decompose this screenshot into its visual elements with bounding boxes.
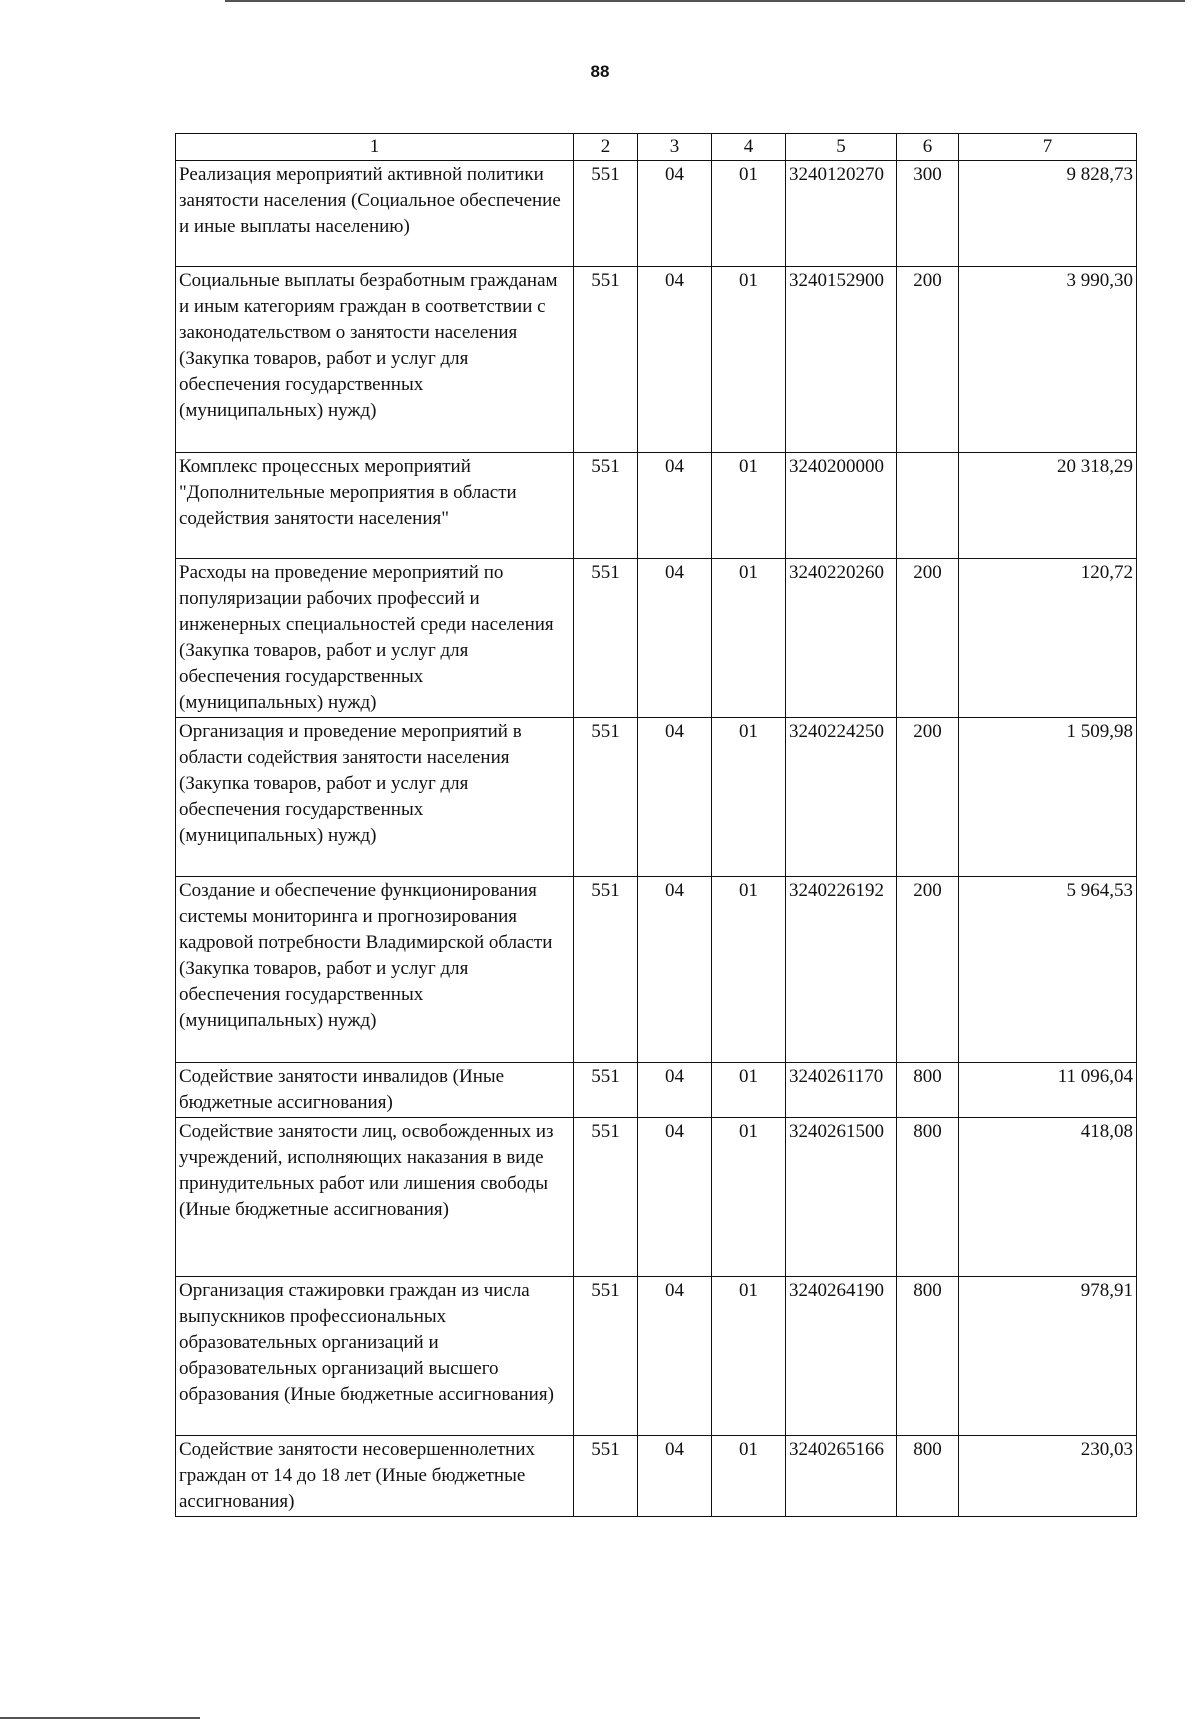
table-row [176, 453, 1137, 559]
cell-col-2: 551 [574, 1277, 638, 1436]
cell-col-3: 04 [638, 1436, 712, 1517]
cell-col-6: 200 [897, 267, 959, 453]
cell-col-4: 01 [712, 559, 786, 718]
cell-col-5: 3240265166 [786, 1436, 897, 1517]
cell-col-5: 3240152900 [786, 267, 897, 453]
cell-col-6: 800 [897, 1063, 959, 1118]
cell-col-7: 418,08 [959, 1118, 1137, 1277]
table-row [176, 718, 1137, 877]
cell-col-3: 04 [638, 1063, 712, 1118]
cell-col-6: 200 [897, 877, 959, 1063]
cell-col-4: 01 [712, 877, 786, 1063]
row-description: Создание и обеспечение функционирования системы мониторинга и прогнозирования кадровой потребности Владимирской области (Закупка товаров, работ и услуг для обеспечения государственных (муниципальных) нужд) [176, 877, 574, 1063]
row-description: Содействие занятости несовершеннолетних граждан от 14 до 18 лет (Иные бюджетные ассигнования) [176, 1436, 574, 1517]
cell-col-3: 04 [638, 718, 712, 877]
row-description: Содействие занятости инвалидов (Иные бюджетные ассигнования) [176, 1063, 574, 1118]
table-row [176, 1118, 1137, 1277]
cell-col-7: 230,03 [959, 1436, 1137, 1517]
cell-col-3: 04 [638, 267, 712, 453]
row-description: Социальные выплаты безработным гражданам и иным категориям граждан в соответствии с законодательством о занятости населения (Закупка товаров, работ и услуг для обеспечения государственных (муниципальных) нужд) [176, 267, 574, 453]
row-description: Организация и проведение мероприятий в области содействия занятости населения (Закупка товаров, работ и услуг для обеспечения государственных (муниципальных) нужд) [176, 718, 574, 877]
cell-col-5: 3240261170 [786, 1063, 897, 1118]
cell-col-3: 04 [638, 559, 712, 718]
header-row [176, 134, 1137, 161]
cell-col-4: 01 [712, 453, 786, 559]
cell-col-5: 3240220260 [786, 559, 897, 718]
cell-col-2: 551 [574, 718, 638, 877]
cell-col-5: 3240264190 [786, 1277, 897, 1436]
cell-col-7: 5 964,53 [959, 877, 1137, 1063]
cell-col-7: 9 828,73 [959, 161, 1137, 267]
cell-col-6: 200 [897, 718, 959, 877]
column-header: 6 [897, 134, 959, 161]
cell-col-4: 01 [712, 718, 786, 877]
cell-col-5: 3240226192 [786, 877, 897, 1063]
cell-col-2: 551 [574, 1118, 638, 1277]
cell-col-2: 551 [574, 1063, 638, 1118]
cell-col-4: 01 [712, 1436, 786, 1517]
cell-col-3: 04 [638, 877, 712, 1063]
row-description: Реализация мероприятий активной политики занятости населения (Социальное обеспечение и иные выплаты населению) [176, 161, 574, 267]
cell-col-4: 01 [712, 161, 786, 267]
cell-col-6: 300 [897, 161, 959, 267]
cell-col-7: 11 096,04 [959, 1063, 1137, 1118]
row-description: Комплекс процессных мероприятий "Дополнительные мероприятия в области содействия занятости населения" [176, 453, 574, 559]
row-description: Содействие занятости лиц, освобожденных из учреждений, исполняющих наказания в виде принудительных работ или лишения свободы (Иные бюджетные ассигнования) [176, 1118, 574, 1277]
cell-col-6: 200 [897, 559, 959, 718]
cell-col-6: 800 [897, 1118, 959, 1277]
cell-col-2: 551 [574, 877, 638, 1063]
table-row [176, 267, 1137, 453]
table-row [176, 1277, 1137, 1436]
table-row [176, 559, 1137, 718]
cell-col-5: 3240200000 [786, 453, 897, 559]
cell-col-7: 978,91 [959, 1277, 1137, 1436]
column-header: 1 [176, 134, 574, 161]
top-scan-edge [225, 0, 1185, 2]
cell-col-2: 551 [574, 1436, 638, 1517]
cell-col-7: 3 990,30 [959, 267, 1137, 453]
cell-col-5: 3240261500 [786, 1118, 897, 1277]
cell-col-2: 551 [574, 559, 638, 718]
cell-col-3: 04 [638, 1277, 712, 1436]
cell-col-5: 3240120270 [786, 161, 897, 267]
cell-col-6: 800 [897, 1277, 959, 1436]
cell-col-4: 01 [712, 267, 786, 453]
cell-col-2: 551 [574, 267, 638, 453]
cell-col-7: 120,72 [959, 559, 1137, 718]
column-header: 5 [786, 134, 897, 161]
cell-col-7: 20 318,29 [959, 453, 1137, 559]
bottom-scan-edge [0, 1717, 200, 1719]
cell-col-7: 1 509,98 [959, 718, 1137, 877]
cell-col-6: 800 [897, 1436, 959, 1517]
cell-col-6 [897, 453, 959, 559]
column-header: 7 [959, 134, 1137, 161]
cell-col-3: 04 [638, 161, 712, 267]
table-row [176, 1436, 1137, 1517]
cell-col-4: 01 [712, 1118, 786, 1277]
table-row [176, 161, 1137, 267]
cell-col-2: 551 [574, 161, 638, 267]
column-header: 2 [574, 134, 638, 161]
cell-col-2: 551 [574, 453, 638, 559]
budget-table [175, 133, 1137, 1517]
table-row [176, 1063, 1137, 1118]
cell-col-3: 04 [638, 1118, 712, 1277]
column-header: 3 [638, 134, 712, 161]
row-description: Расходы на проведение мероприятий по популяризации рабочих профессий и инженерных специальностей среди населения (Закупка товаров, работ и услуг для обеспечения государственных (муниципальных) нужд) [176, 559, 574, 718]
cell-col-5: 3240224250 [786, 718, 897, 877]
column-header: 4 [712, 134, 786, 161]
page-number: 88 [590, 62, 610, 81]
cell-col-3: 04 [638, 453, 712, 559]
cell-col-4: 01 [712, 1277, 786, 1436]
cell-col-4: 01 [712, 1063, 786, 1118]
table-row [176, 877, 1137, 1063]
row-description: Организация стажировки граждан из числа выпускников профессиональных образовательных организаций и образовательных организаций высшего образования (Иные бюджетные ассигнования) [176, 1277, 574, 1436]
